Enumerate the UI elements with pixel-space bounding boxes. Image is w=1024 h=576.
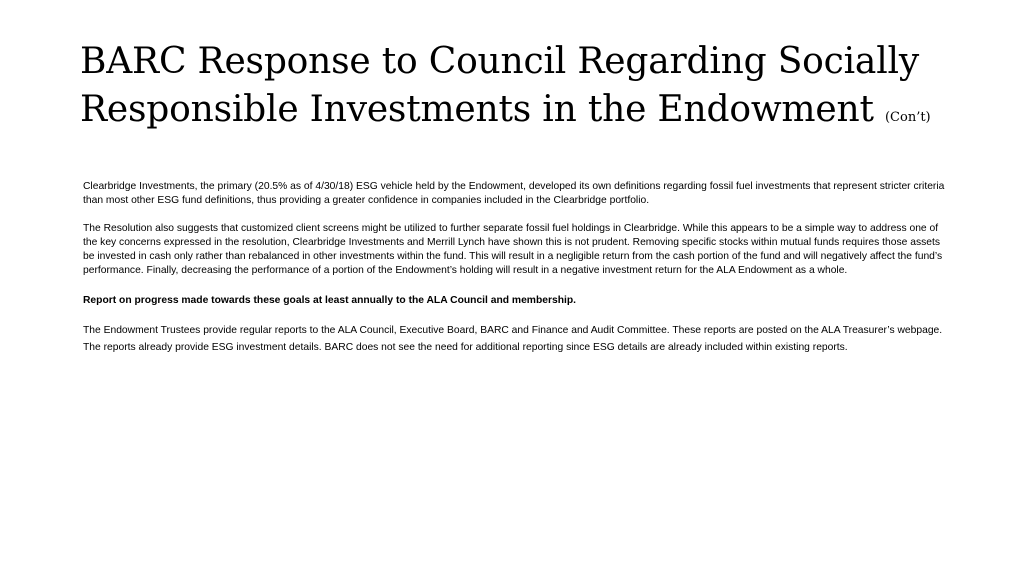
slide-body — [83, 180, 951, 356]
section-heading-progress-report: Report on progress made towards these goals at least annually to the ALA Council and membership. — [83, 295, 577, 306]
paragraph-trustee-reports: The Endowment Trustees provide regular reports to the ALA Council, Executive Board, BARC and Finance and Audit Committee. These reports are posted on the ALA Treasurer’s webpage. The reports already provide ESG investment details. BARC does not see the need for additional reporting since ESG details are already included within existing reports. — [83, 325, 943, 353]
paragraph-clearbridge-esg: Clearbridge Investments, the primary (20.5% as of 4/30/18) ESG vehicle held by the Endowment, developed its own definitions regarding fossil fuel investments that represent stricter criteria than most other ESG fund definitions, thus providing a greater confidence in companies included in the Clearbridge portfolio. — [83, 181, 945, 206]
paragraph-client-screens: The Resolution also suggests that customized client screens might be utilized to further separate fossil fuel holdings in Clearbridge. While this appears to be a simple way to address one of the key concerns expressed in the resolution, Clearbridge Investments and Merrill Lynch have shown this is not prudent. Removing specific stocks within mutual funds requires those assets be invested in cash only rather than rebalanced in other investments within the fund. This will result in a negligible return from the cash portion of the fund and will negatively affect the fund’s performance. Finally, decreasing the performance of a portion of the Endowment’s holding will result in a negative investment return for the ALA Endowment as a whole. — [83, 223, 943, 276]
slide-title — [80, 38, 980, 142]
slide-title-main: BARC Response to Council Regarding Socially Responsible Investments in the Endowment — [80, 41, 919, 130]
slide-title-suffix: (Con’t) — [884, 110, 931, 125]
